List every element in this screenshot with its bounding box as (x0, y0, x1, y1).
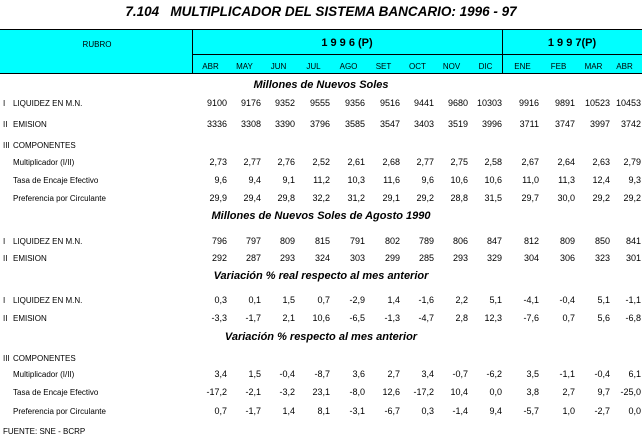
table-cell: -1,3 (384, 313, 400, 323)
table-cell: 0,3 (421, 406, 434, 416)
table-cell: 9680 (447, 98, 468, 108)
section-title: Variación % respecto al mes anterior (224, 331, 418, 343)
row-label: EMISION (13, 314, 47, 323)
table-cell: 3390 (274, 119, 295, 129)
table-cell: 10,3 (347, 175, 365, 185)
table-cell: -2,7 (594, 406, 610, 416)
table-cell: 31,5 (484, 193, 502, 203)
year-divider (502, 29, 503, 74)
table-cell: 9,1 (282, 175, 295, 185)
table-cell: 23,1 (312, 387, 330, 397)
row-number: I (3, 296, 6, 305)
table-cell: 812 (523, 236, 539, 246)
row-label: Multiplicador (I/II) (13, 158, 75, 167)
row-number: I (3, 237, 6, 246)
month-header: SET (375, 62, 392, 71)
table-cell: 10,6 (484, 175, 502, 185)
table-cell: 2,58 (484, 157, 502, 167)
table-cell: -6,2 (486, 369, 502, 379)
table-cell: -3,2 (279, 387, 295, 397)
row-label: LIQUIDEZ EN M.N. (13, 296, 83, 305)
table-cell: 3711 (519, 119, 539, 129)
table-cell: -7,6 (523, 313, 539, 323)
table-cell: 796 (211, 236, 227, 246)
table-cell: 3547 (379, 119, 400, 129)
table-cell: 2,64 (557, 157, 575, 167)
table-cell: -6,5 (349, 313, 365, 323)
table-cell: 324 (314, 253, 330, 263)
table-cell: 292 (211, 253, 227, 263)
table-cell: 10303 (476, 98, 502, 108)
year-1997-header: 1 9 9 7(P) (547, 37, 597, 49)
row-number: III (3, 141, 10, 150)
table-cell: 12,6 (382, 387, 400, 397)
table-cell: 797 (245, 236, 261, 246)
table-cell: 3742 (620, 119, 641, 129)
table-cell: 299 (384, 253, 400, 263)
row-number: I (3, 99, 6, 108)
table-cell: 2,76 (277, 157, 295, 167)
table-cell: 304 (523, 253, 539, 263)
table-cell: 5,1 (489, 295, 502, 305)
table-cell: 293 (279, 253, 295, 263)
table-cell: 3336 (206, 119, 227, 129)
table-cell: 3996 (481, 119, 502, 129)
table-cell: -0,4 (279, 369, 295, 379)
table-cell: 3,6 (352, 369, 365, 379)
row-label: LIQUIDEZ EN M.N. (13, 237, 83, 246)
table-cell: 2,73 (209, 157, 227, 167)
table-cell: 12,3 (484, 313, 502, 323)
table-cell: 3,4 (421, 369, 434, 379)
row-number: III (3, 354, 10, 363)
table-cell: 1,4 (282, 406, 295, 416)
table-cell: 2,75 (450, 157, 468, 167)
table-cell: 8,1 (317, 406, 330, 416)
table-cell: 10453 (615, 98, 641, 108)
table-cell: 791 (349, 236, 365, 246)
section-title: Variación % real respecto al mes anterior (213, 270, 429, 282)
table-cell: 809 (559, 236, 575, 246)
year-1996-header: 1 9 9 6 (P) (321, 37, 373, 49)
table-cell: 3,8 (526, 387, 539, 397)
table-cell: 29,2 (416, 193, 434, 203)
month-header: OCT (409, 62, 426, 71)
row-label: Preferencia por Circulante (13, 407, 106, 416)
table-cell: 1,5 (248, 369, 261, 379)
month-header: ENE (514, 62, 531, 71)
table-cell: 3519 (447, 119, 468, 129)
table-cell: 9,4 (489, 406, 502, 416)
table-cell: 806 (452, 236, 468, 246)
table-cell: 9555 (309, 98, 330, 108)
table-cell: 11,3 (558, 175, 575, 185)
table-cell: 1,4 (387, 295, 400, 305)
header-top-border (0, 29, 642, 30)
table-cell: 3747 (554, 119, 575, 129)
table-cell: 5,1 (597, 295, 610, 305)
table-cell: 3308 (240, 119, 261, 129)
row-label: COMPONENTES (13, 141, 76, 150)
table-cell: -6,7 (384, 406, 400, 416)
table-cell: -25,0 (620, 387, 641, 397)
month-header: JUL (306, 62, 321, 71)
table-cell: 301 (625, 253, 641, 263)
row-label: EMISION (13, 120, 47, 129)
table-cell: 10,6 (450, 175, 468, 185)
table-cell: 0,7 (214, 406, 227, 416)
table-cell: 2,1 (282, 313, 295, 323)
table-cell: 303 (349, 253, 365, 263)
table-cell: 2,7 (387, 369, 400, 379)
month-header: MAR (584, 62, 603, 71)
table-cell: 0,3 (214, 295, 227, 305)
table-cell: 850 (594, 236, 610, 246)
table-cell: 2,7 (562, 387, 575, 397)
table-cell: 9441 (413, 98, 434, 108)
table-cell: 12,4 (592, 175, 610, 185)
section-title: Millones de Nuevos Soles de Agosto 1990 (211, 210, 431, 222)
table-cell: 815 (314, 236, 330, 246)
table-cell: -1,6 (418, 295, 434, 305)
table-cell: 9,6 (214, 175, 227, 185)
table-cell: 10,4 (450, 387, 468, 397)
row-label: Preferencia por Circulante (13, 194, 106, 203)
table-cell: 323 (594, 253, 610, 263)
table-cell: 802 (384, 236, 400, 246)
month-header: ABR (616, 62, 633, 71)
table-cell: -2,1 (245, 387, 261, 397)
table-cell: 9352 (274, 98, 295, 108)
table-cell: -1,7 (245, 313, 261, 323)
table-cell: 0,1 (248, 295, 261, 305)
source-note: FUENTE: SNE - BCRP (3, 427, 86, 436)
table-cell: 11,6 (383, 175, 400, 185)
table-title: 7.104 MULTIPLICADOR DEL SISTEMA BANCARIO: 1996 - 97 (125, 4, 517, 19)
table-cell: -0,7 (452, 369, 468, 379)
table-cell: 9516 (379, 98, 400, 108)
table-cell: 9,6 (421, 175, 434, 185)
table-cell: 789 (418, 236, 434, 246)
table-cell: 11,0 (522, 175, 539, 185)
month-header: AGO (339, 62, 358, 71)
table-cell: -1,7 (245, 406, 261, 416)
month-header: NOV (442, 62, 461, 71)
table-cell: 29,4 (243, 193, 261, 203)
table-cell: 2,8 (455, 313, 468, 323)
table-cell: 10,6 (312, 313, 330, 323)
row-label: Tasa de Encaje Efectivo (13, 176, 99, 185)
table-cell: 6,1 (628, 369, 641, 379)
month-header: FEB (550, 62, 567, 71)
header-bottom-border (0, 73, 642, 74)
table-cell: -6,8 (625, 313, 641, 323)
month-header: MAY (236, 62, 253, 71)
table-cell: 11,2 (313, 175, 330, 185)
table-cell: -8,7 (314, 369, 330, 379)
table-cell: 329 (486, 253, 502, 263)
table-cell: -4,1 (523, 295, 539, 305)
table-cell: -17,2 (413, 387, 434, 397)
row-label: LIQUIDEZ EN M.N. (13, 99, 83, 108)
table-cell: 9,4 (248, 175, 261, 185)
table-cell: 841 (625, 236, 641, 246)
table-cell: 3585 (344, 119, 365, 129)
table-cell: -1,4 (452, 406, 468, 416)
header-mid-border (192, 54, 642, 55)
table-cell: 2,2 (455, 295, 468, 305)
table-cell: 2,79 (623, 157, 641, 167)
table-cell: 9100 (206, 98, 227, 108)
table-cell: 2,63 (592, 157, 610, 167)
table-cell: -3,1 (349, 406, 365, 416)
table-cell: -8,0 (349, 387, 365, 397)
table-cell: 0,7 (562, 313, 575, 323)
table-cell: 847 (486, 236, 502, 246)
table-cell: 3997 (589, 119, 610, 129)
table-cell: 29,2 (592, 193, 610, 203)
month-header: DIC (478, 62, 493, 71)
table-cell: 0,7 (317, 295, 330, 305)
table-cell: 31,2 (347, 193, 365, 203)
table-cell: 0,0 (628, 406, 641, 416)
table-cell: 2,77 (416, 157, 434, 167)
table-cell: 29,2 (623, 193, 641, 203)
table-cell: 9916 (518, 98, 539, 108)
table-cell: -3,3 (211, 313, 227, 323)
table-cell: 809 (279, 236, 295, 246)
row-label: COMPONENTES (13, 354, 76, 363)
row-label: EMISION (13, 254, 47, 263)
table-cell: -0,4 (559, 295, 575, 305)
table-cell: 285 (418, 253, 434, 263)
table-cell: -17,2 (206, 387, 227, 397)
table-cell: 9176 (240, 98, 261, 108)
table-cell: 29,1 (382, 193, 400, 203)
table-cell: 5,6 (597, 313, 610, 323)
table-cell: 32,2 (312, 193, 330, 203)
table-cell: 9,7 (597, 387, 610, 397)
table-cell: 9891 (554, 98, 575, 108)
row-number: II (3, 120, 8, 129)
month-header: ABR (202, 62, 219, 71)
table-cell: -0,4 (594, 369, 610, 379)
rubro-divider (192, 29, 193, 74)
table-cell: 10523 (584, 98, 610, 108)
table-cell: -2,9 (349, 295, 365, 305)
table-cell: 2,77 (243, 157, 261, 167)
table-cell: 28,8 (450, 193, 468, 203)
table-cell: 29,8 (277, 193, 295, 203)
table-cell: 287 (245, 253, 261, 263)
table-cell: 0,0 (489, 387, 502, 397)
table-cell: 1,0 (562, 406, 575, 416)
table-cell: 30,0 (557, 193, 575, 203)
table-cell: 2,52 (312, 157, 330, 167)
table-cell: 1,5 (282, 295, 295, 305)
row-number: II (3, 254, 8, 263)
section-title: Millones de Nuevos Soles (253, 79, 389, 91)
table-cell: 9356 (344, 98, 365, 108)
table-cell: 3796 (309, 119, 330, 129)
table-cell: -1,1 (559, 369, 575, 379)
row-number: II (3, 314, 8, 323)
month-header: JUN (270, 62, 287, 71)
row-label: Multiplicador (I/II) (13, 370, 75, 379)
table-cell: 29,7 (521, 193, 539, 203)
table-cell: 9,3 (628, 175, 641, 185)
table-cell: 2,67 (521, 157, 539, 167)
table-cell: -1,1 (625, 295, 641, 305)
table-cell: 3,5 (526, 369, 539, 379)
table-cell: 3403 (413, 119, 434, 129)
table-cell: 293 (452, 253, 468, 263)
table-cell: -5,7 (523, 406, 539, 416)
table-cell: 2,68 (382, 157, 400, 167)
table-cell: 29,9 (209, 193, 227, 203)
row-label: Tasa de Encaje Efectivo (13, 388, 99, 397)
table-cell: -4,7 (418, 313, 434, 323)
rubro-header: RUBRO (82, 40, 112, 49)
table-cell: 3,4 (214, 369, 227, 379)
table-cell: 306 (559, 253, 575, 263)
table-cell: 2,61 (347, 157, 365, 167)
